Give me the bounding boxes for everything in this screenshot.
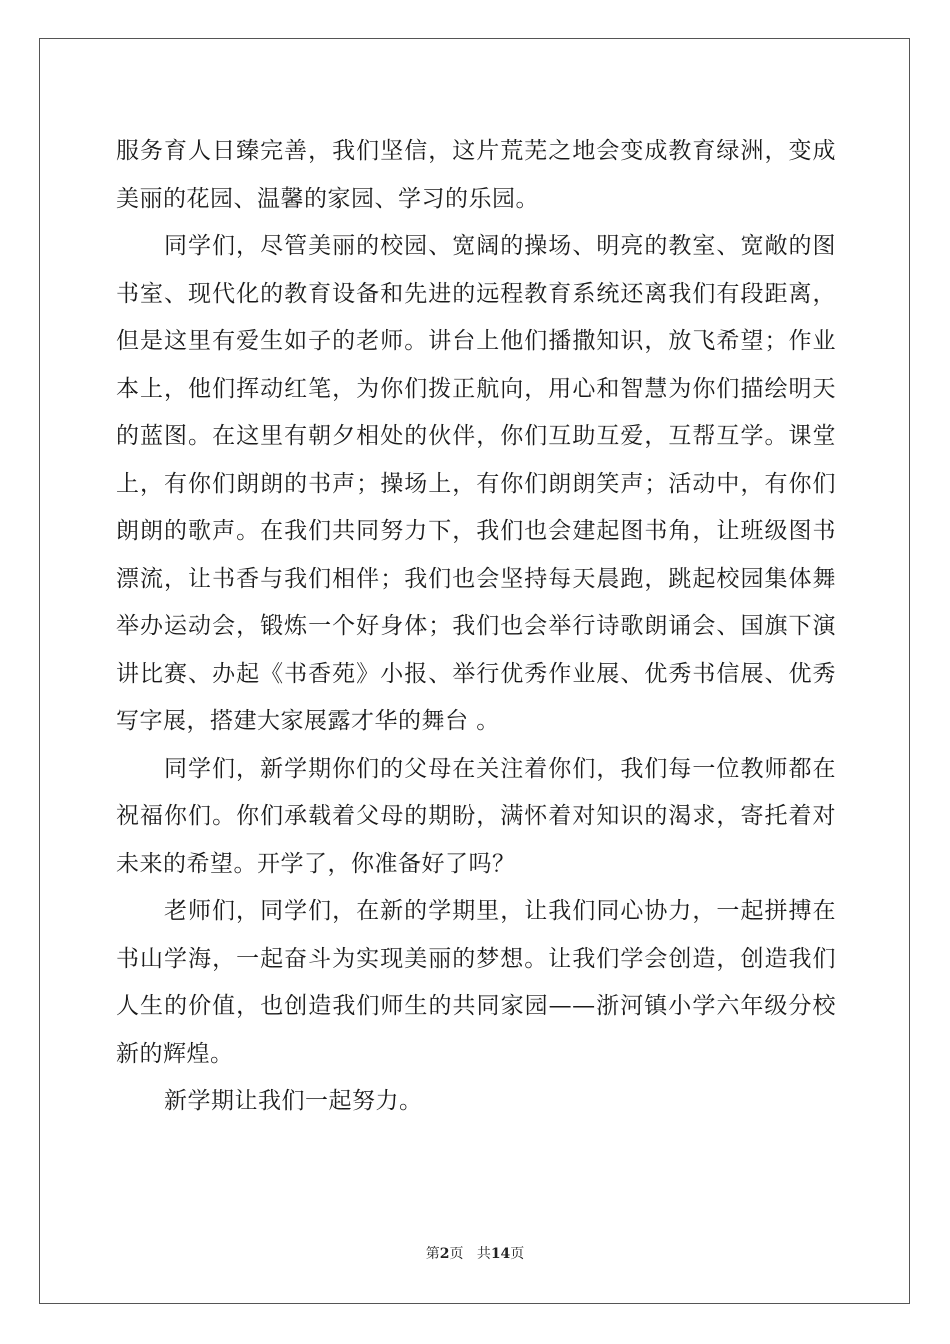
page-prefix: 第 xyxy=(425,1246,440,1262)
page-number: 2 xyxy=(439,1246,450,1262)
paragraph-2: 同学们，尽管美丽的校园、宽阔的操场、明亮的教室、宽敞的图书室、现代化的教育设备和先进的远程教育系统还离我们有段距离，但是这里有爱生如子的老师。讲台上他们播撒知识，放飞希望；作业本上，他们挥动红笔，为你们拨正航向，用心和智慧为你们描绘明天的蓝图。在这里有朝夕相处的伙伴，你们互助互爱，互帮互学。课堂上，有你们朗朗的书声；操场上，有你们朗朗笑声；活动中，有你们朗朗的歌声。在我们共同努力下，我们也会建起图书角，让班级图书漂流，让书香与我们相伴；我们也会坚持每天晨跑，跳起校园集体舞举办运动会，锻炼一个好身体；我们也会举行诗歌朗诵会、国旗下演讲比赛、办起《书香苑》小报、举行优秀作业展、优秀书信展、优秀写字展，搭建大家展露才华的舞台 。 xyxy=(116,233,836,734)
paragraph-4: 老师们，同学们，在新的学期里，让我们同心协力，一起拼搏在书山学海，一起奋斗为实现美丽的梦想。让我们学会创造，创造我们人生的价值，也创造我们师生的共同家园——浙河镇小学六年级分校新的辉煌。 xyxy=(116,898,836,1067)
total-pages: 14 xyxy=(490,1246,511,1262)
total-prefix: 共 xyxy=(476,1246,491,1262)
page-suffix: 页 xyxy=(449,1246,464,1262)
document-body xyxy=(116,128,836,1126)
total-suffix: 页 xyxy=(510,1246,525,1262)
page-footer xyxy=(0,1243,950,1263)
paragraph-5: 新学期让我们一起努力。 xyxy=(164,1088,423,1114)
paragraph-1: 服务育人日臻完善，我们坚信，这片荒芜之地会变成教育绿洲，变成美丽的花园、温馨的家园、学习的乐园。 xyxy=(116,138,836,212)
paragraph-3: 同学们，新学期你们的父母在关注着你们，我们每一位教师都在祝福你们。你们承载着父母的期盼，满怀着对知识的渴求，寄托着对未来的希望。开学了，你准备好了吗？ xyxy=(116,755,836,877)
